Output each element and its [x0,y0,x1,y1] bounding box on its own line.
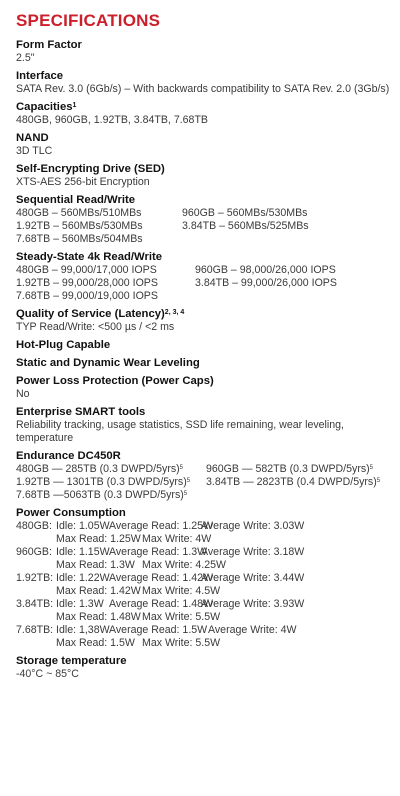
power-max-write: Max Write: 4.25W [142,559,226,571]
sed-value: XTS-AES 256-bit Encryption [16,176,150,188]
power-row-max [16,637,400,650]
plp-section [16,374,400,401]
interface-value: SATA Rev. 3.0 (6Gb/s) – With backwards compatibility to SATA Rev. 2.0 (3Gb/s) [16,83,390,95]
endurance-cell-text: 960GB — 582TB (0.3 DWPD/5yrs) [206,463,370,475]
power-capacity-label: 3.84TB: [16,598,54,610]
power-max-read: Max Read: 1.42W [56,585,141,597]
endurance-section [16,449,400,502]
power-max-read: Max Read: 1.48W [56,611,141,623]
power-avg-write: Average Write: 4W [208,624,297,636]
sequential-cell: 1.92TB – 560MBs/530MBs [16,220,143,232]
endurance-cell [16,476,206,489]
endurance-cell-text: 7.68TB —5063TB (0.3 DWPD/5yrs) [16,489,184,501]
interface-section [16,69,400,96]
sequential-heading: Sequential Read/Write [16,194,136,206]
endurance-footnote: 5 [183,491,188,497]
plp-value: No [16,388,30,400]
power-idle: Idle: 1.22W [56,572,110,584]
steady-state-row [16,290,400,303]
sed-section [16,162,400,189]
power-row [16,598,400,611]
power-avg-read: Average Read: 1.5W [109,624,208,636]
wear-leveling-heading: Static and Dynamic Wear Leveling [16,357,200,369]
qos-section [16,307,400,334]
capacities-section [16,100,400,127]
power-max-write: Max Write: 5.5W [142,637,221,649]
steady-state-cell: 480GB – 99,000/17,000 IOPS [16,264,157,276]
hotplug-section [16,338,400,352]
power-row-max [16,611,400,624]
sequential-row [16,207,400,220]
nand-value: 3D TLC [16,145,53,157]
sequential-cell: 960GB – 560MBs/530MBs [182,207,308,219]
storage-temp-value: -40°C ~ 85°C [16,668,79,680]
power-heading: Power Consumption [16,507,126,519]
smart-heading: Enterprise SMART tools [16,406,146,418]
capacities-heading-text: Capacities [16,101,73,113]
steady-state-cell: 3.84TB – 99,000/26,000 IOPS [195,277,337,289]
power-capacity-label: 960GB: [16,546,52,558]
power-idle: Idle: 1.05W [56,520,110,532]
power-avg-write: Average Write: 3.03W [201,520,305,532]
form-factor-value: 2.5" [16,52,35,64]
sequential-cell: 480GB – 560MBs/510MBs [16,207,142,219]
power-max-read: Max Read: 1.5W [56,637,135,649]
endurance-footnote: 5 [179,465,184,471]
storage-temp-section [16,654,400,681]
endurance-cell [16,463,206,476]
sequential-row [16,220,400,233]
power-capacity-label: 7.68TB: [16,624,54,636]
power-row [16,520,400,533]
power-avg-read: Average Read: 1.3W [109,546,208,558]
power-avg-write: Average Write: 3.18W [201,546,305,558]
endurance-heading: Endurance DC450R [16,450,121,462]
endurance-cell-text: 480GB — 285TB (0.3 DWPD/5yrs) [16,463,180,475]
endurance-row [16,489,400,502]
power-idle: Idle: 1.3W [56,598,104,610]
steady-state-heading: Steady-State 4k Read/Write [16,251,163,263]
steady-state-cell: 1.92TB – 99,000/28,000 IOPS [16,277,158,289]
power-capacity-label: 1.92TB: [16,572,54,584]
power-row [16,624,400,637]
capacities-value: 480GB, 960GB, 1.92TB, 3.84TB, 7.68TB [16,114,208,126]
endurance-cell [206,463,373,476]
power-row-max [16,559,400,572]
capacities-heading [16,100,400,114]
steady-state-row [16,264,400,277]
sequential-cell: 7.68TB – 560MBs/504MBs [16,233,143,245]
steady-state-row [16,277,400,290]
form-factor-section [16,38,400,65]
power-max-write: Max Write: 5.5W [142,611,221,623]
page-title: SPECIFICATIONS [16,11,161,30]
nand-section [16,131,400,158]
power-row [16,572,400,585]
endurance-footnote: 5 [369,465,374,471]
power-max-write: Max Write: 4.5W [142,585,221,597]
power-avg-write: Average Write: 3.93W [201,598,305,610]
nand-heading: NAND [16,132,49,144]
sequential-row [16,233,400,246]
qos-heading-text: Quality of Service (Latency) [16,308,165,320]
qos-footnote: 2, 3, 4 [164,309,185,316]
power-avg-read: Average Read: 1.48W [109,598,214,610]
endurance-cell-text: 3.84TB — 2823TB (0.4 DWPD/5yrs) [206,476,377,488]
steady-state-cell: 7.68TB – 99,000/19,000 IOPS [16,290,158,302]
power-idle: Idle: 1.15W [56,546,110,558]
hotplug-heading: Hot-Plug Capable [16,339,111,351]
wear-leveling-section [16,356,400,370]
endurance-cell-text: 1.92TB — 1301TB (0.3 DWPD/5yrs) [16,476,187,488]
form-factor-heading: Form Factor [16,39,82,51]
power-avg-read: Average Read: 1.42W [109,572,214,584]
power-max-write: Max Write: 4W [142,533,212,545]
power-max-read: Max Read: 1.25W [56,533,141,545]
qos-heading [16,307,400,321]
endurance-row [16,463,400,476]
power-idle: Idle: 1,38W [56,624,110,636]
power-max-read: Max Read: 1.3W [56,559,135,571]
storage-temp-heading: Storage temperature [16,655,127,667]
endurance-footnote: 5 [376,478,381,484]
endurance-cell [206,476,380,489]
qos-value: TYP Read/Write: <500 µs / <2 ms [16,321,175,333]
endurance-footnote: 5 [186,478,191,484]
steady-state-cell: 960GB – 98,000/26,000 IOPS [195,264,336,276]
smart-value: Reliability tracking, usage statistics, SSD life remaining, wear leveling, temperature [16,419,344,444]
capacities-footnote: 1 [72,102,77,109]
power-capacity-label: 480GB: [16,520,52,532]
power-avg-read: Average Read: 1.25W [109,520,214,532]
power-avg-write: Average Write: 3.44W [201,572,305,584]
sequential-cell: 3.84TB – 560MBs/525MBs [182,220,309,232]
power-row [16,546,400,559]
power-row-max [16,585,400,598]
power-row-max [16,533,400,546]
steady-state-section [16,250,400,303]
plp-heading: Power Loss Protection (Power Caps) [16,375,214,387]
interface-heading: Interface [16,70,64,82]
sed-heading: Self-Encrypting Drive (SED) [16,163,165,175]
sequential-section [16,193,400,246]
endurance-row [16,476,400,489]
smart-section [16,405,400,445]
power-section [16,506,400,650]
endurance-cell [16,489,206,502]
